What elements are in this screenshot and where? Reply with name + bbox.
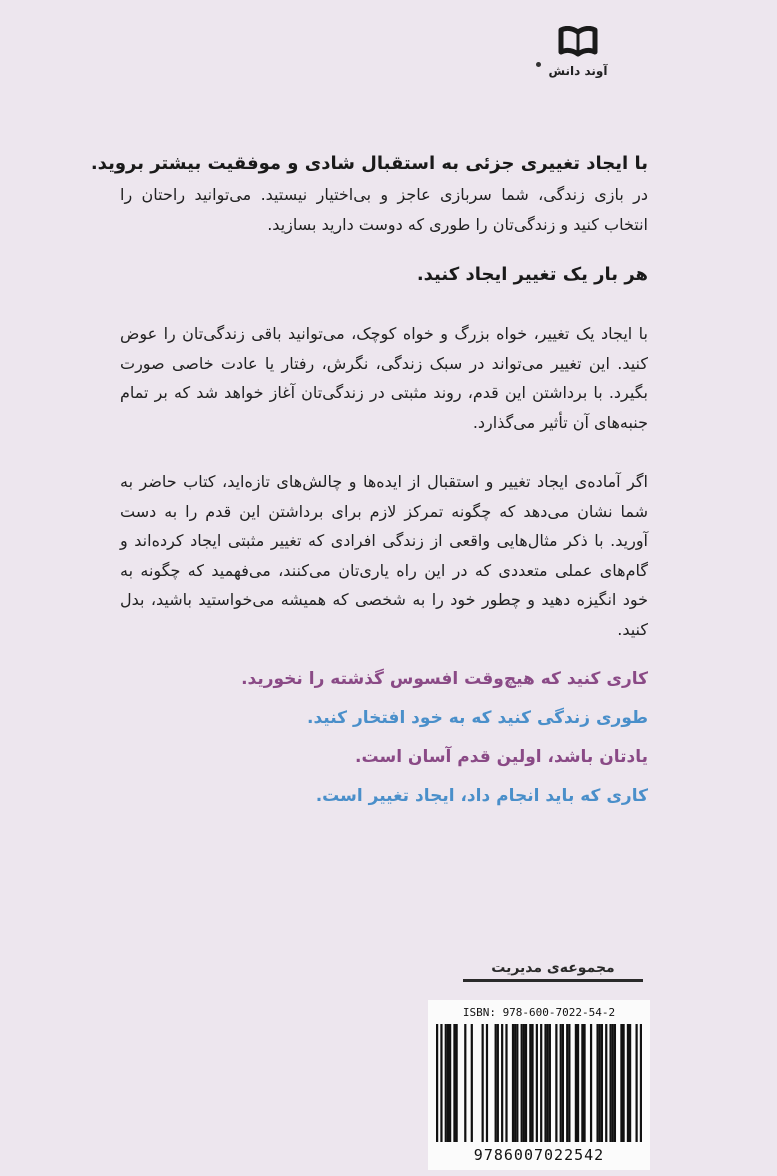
decorative-dot [536,62,541,67]
barcode-bar [525,1024,527,1142]
barcode-bar [635,1024,637,1142]
barcode-bar [581,1024,583,1142]
barcode-bar [614,1024,616,1142]
headline-second: هر بار یک تغییر ایجاد کنید. [416,264,648,285]
cover-text [90,150,648,809]
barcode-bar [453,1024,455,1142]
barcode [436,1024,642,1142]
barcode-bar [531,1024,533,1142]
barcode-bar [596,1024,598,1142]
paragraph-3: اگر آماده‌ی ایجاد تغییر و استقبال از ایده‌ها و چالش‌های تازه‌اید، کتاب حاضر به شما نشان می‌دهد که چگونه تمرکز لازم برای برداشتن این قدم را به دست آورید. با ذکر مثال‌هایی واقعی از زندگی افرادی که تغییر مثبتی ایجاد کرده‌اند و گام‌های عملی متعددی که در این راه یاری‌تان می‌کنند، می‌فهمید که چگونه به خود انگیزه دهید و چطور خود را به شخصی که همیشه می‌خواستید باشید، بدل کنید. [120,472,648,639]
barcode-bar [521,1024,523,1142]
barcode-bar [640,1024,642,1142]
barcode-bar [575,1024,577,1142]
barcode-bar [516,1024,518,1142]
barcode-bar [523,1024,525,1142]
barcode-bar [601,1024,603,1142]
barcode-bar [482,1024,484,1142]
barcode-bar [540,1024,542,1142]
tagline-1: کاری کنید که هیچ‌وقت افسوس گذشته را نخورید. [241,669,648,689]
barcode-bar [544,1024,546,1142]
barcode-bar [440,1024,442,1142]
barcode-bar [529,1024,531,1142]
barcode-bar [547,1024,549,1142]
barcode-panel [428,1000,650,1170]
barcode-bar [501,1024,503,1142]
barcode-bar [486,1024,488,1142]
paragraph-1: در بازی زندگی، شما سربازی عاجز و بی‌اختیار نیستید. می‌توانید راحتان را انتخاب کنید و زندگی‌تان را طوری که دوست دارید بسازید. [120,185,648,234]
barcode-bar [622,1024,624,1142]
tagline-3: یادتان باشد، اولین قدم آسان است. [355,747,648,767]
barcode-bar [495,1024,497,1142]
barcode-bar [629,1024,631,1142]
barcode-bar [505,1024,507,1142]
barcode-bar [514,1024,516,1142]
barcode-bar [577,1024,579,1142]
barcode-bar [566,1024,568,1142]
tagline-2: طوری زندگی کنید که به خود افتخار کنید. [306,708,648,728]
barcode-bar [620,1024,622,1142]
barcode-bar [560,1024,562,1142]
publisher-name: آوند دانش [548,64,608,78]
paragraph-2: با ایجاد یک تغییر، خواه بزرگ و خواه کوچک، می‌توانید باقی زندگی‌تان را عوض کنید. این تغییر می‌تواند در سبک زندگی، نگرش، رفتار یا عادت خاصی صورت بگیرد. با برداشتن این قدم، روند مثبتی در زندگی‌تان آغاز خواهد شد که بر تمام جنبه‌های آن تأثیر می‌گذارد. [120,324,648,432]
barcode-bar [471,1024,473,1142]
barcode-bar [449,1024,451,1142]
open-book-icon [557,26,599,60]
barcode-bar [583,1024,585,1142]
barcode-bar [536,1024,538,1142]
barcode-bar [445,1024,447,1142]
headline-first: با ایجاد تغییری جزئی به استقبال شادی و موفقیت بیشتر بروید. [90,153,648,174]
barcode-bar [512,1024,514,1142]
barcode-bar [599,1024,601,1142]
barcode-bar [627,1024,629,1142]
barcode-bar [436,1024,438,1142]
barcode-bar [555,1024,557,1142]
series-label: مجموعه‌ی مدیریت [463,960,643,982]
barcode-bar [497,1024,499,1142]
barcode-bar [568,1024,570,1142]
barcode-bar [456,1024,458,1142]
barcode-bar [590,1024,592,1142]
barcode-number: 9786007022542 [473,1146,605,1164]
barcode-bar [609,1024,611,1142]
isbn-label: ISBN: 978-600-7022-54-2 [462,1006,616,1019]
barcode-bar [612,1024,614,1142]
tagline-4: کاری که باید انجام داد، ایجاد تغییر است. [315,786,648,806]
barcode-bar [464,1024,466,1142]
publisher-logo [548,26,608,78]
barcode-bar [605,1024,607,1142]
barcode-bar [447,1024,449,1142]
barcode-bar [549,1024,551,1142]
barcode-bar [562,1024,564,1142]
